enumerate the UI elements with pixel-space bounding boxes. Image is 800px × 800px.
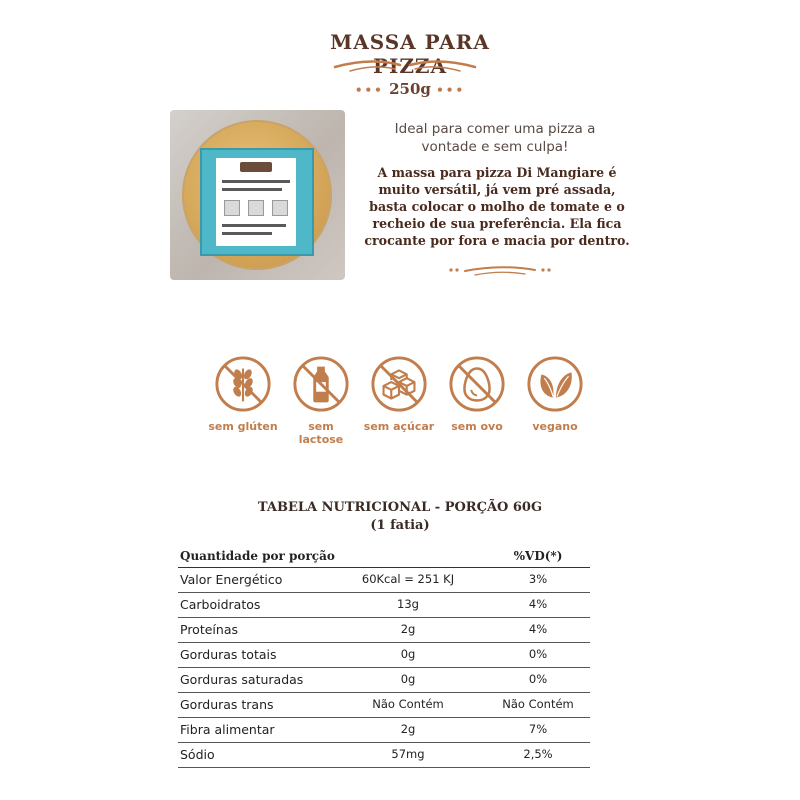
nutrient-amount: 13g [397, 597, 419, 611]
nutrient-vd: 4% [528, 597, 548, 611]
badge-label: sem lactose [298, 420, 344, 446]
label-text-line [222, 188, 282, 191]
badge-label: sem glúten [208, 420, 278, 433]
intro-text: Ideal para comer uma pizza a vontade e sem culpa! [394, 121, 596, 155]
title-line-2: PIZZA [372, 54, 448, 78]
nutrient-amount: Não Contém [372, 697, 444, 711]
title-line-1: MASSA PARA [330, 30, 490, 54]
table-row [178, 568, 590, 593]
badge-sem-acucar [363, 355, 435, 433]
nutrient-amount: 0g [400, 672, 416, 686]
label-text-line [222, 180, 290, 183]
nutrient-vd: 7% [528, 722, 548, 736]
label-seal [248, 200, 264, 216]
nutrient-amount: 2g [400, 722, 416, 736]
title-swoosh-decoration [330, 55, 480, 75]
nutrient-vd: 0% [528, 647, 548, 661]
badge-label: sem açúcar [363, 420, 435, 433]
decor-dots-left: ••• [354, 83, 384, 97]
nutrient-name: Carboidratos [180, 597, 261, 612]
nutrition-table-subtitle: (1 fatia) [370, 518, 430, 533]
description-text: A massa para pizza Di Mangiare é muito versátil, já vem pré assada, basta colocar o molho de tomate e o recheio de sua preferência. Ela fica crocante por fora e macia por dentro. [364, 165, 630, 248]
badge-sem-gluten [207, 355, 279, 433]
nutrient-name: Sódio [180, 747, 215, 762]
nutrient-vd: Não Contém [502, 697, 574, 711]
table-row [178, 593, 590, 618]
badge-label: sem ovo [451, 420, 503, 433]
dietary-badges [207, 355, 597, 446]
nutrient-name: Gorduras saturadas [180, 672, 304, 687]
badge-sem-ovo [441, 355, 513, 433]
nutrient-amount: 2g [400, 622, 416, 636]
egg-crossed-icon [448, 355, 506, 413]
table-row [178, 668, 590, 693]
badge-sem-lactose [285, 355, 357, 446]
nutrition-table-header [178, 545, 590, 568]
label-text-line [222, 224, 286, 227]
label-seal [272, 200, 288, 216]
header-vd: %VD(*) [513, 549, 563, 563]
label-seal [224, 200, 240, 216]
leaves-icon [526, 355, 584, 413]
nutrient-vd: 0% [528, 672, 548, 686]
wheat-crossed-icon [214, 355, 272, 413]
brand-logo-mark [240, 162, 272, 172]
product-label-inner [216, 158, 296, 246]
weight-row [300, 80, 520, 98]
label-text-line [222, 232, 272, 235]
nutrient-vd: 4% [528, 622, 548, 636]
nutrient-vd: 3% [528, 572, 548, 586]
nutrient-name: Valor Energético [180, 572, 283, 587]
nutrient-name: Fibra alimentar [180, 722, 275, 737]
nutrient-name: Proteínas [180, 622, 238, 637]
product-label [200, 148, 314, 256]
nutrient-name: Gorduras totais [180, 647, 277, 662]
badge-vegano [519, 355, 591, 433]
nutrient-amount: 60Kcal = 251 KJ [361, 572, 455, 586]
nutrient-amount: 0g [400, 647, 416, 661]
description-decoration [445, 262, 555, 278]
table-row [178, 693, 590, 718]
nutrition-table [178, 545, 590, 768]
nutrient-name: Gorduras trans [180, 697, 274, 712]
table-row [178, 618, 590, 643]
header-name: Quantidade por porção [180, 549, 335, 563]
nutrient-vd: 2,5% [523, 747, 553, 761]
table-row [178, 743, 590, 768]
nutrition-table-title: TABELA NUTRICIONAL - PORÇÃO 60G [257, 500, 543, 515]
decor-dots-right: ••• [436, 83, 466, 97]
nutrient-amount: 57mg [391, 747, 425, 761]
milk-bottle-crossed-icon [292, 355, 350, 413]
badge-label: vegano [532, 420, 578, 433]
table-row [178, 643, 590, 668]
table-row [178, 718, 590, 743]
product-photo [170, 110, 345, 280]
sugar-cubes-crossed-icon [370, 355, 428, 413]
product-weight: 250g [389, 80, 431, 98]
